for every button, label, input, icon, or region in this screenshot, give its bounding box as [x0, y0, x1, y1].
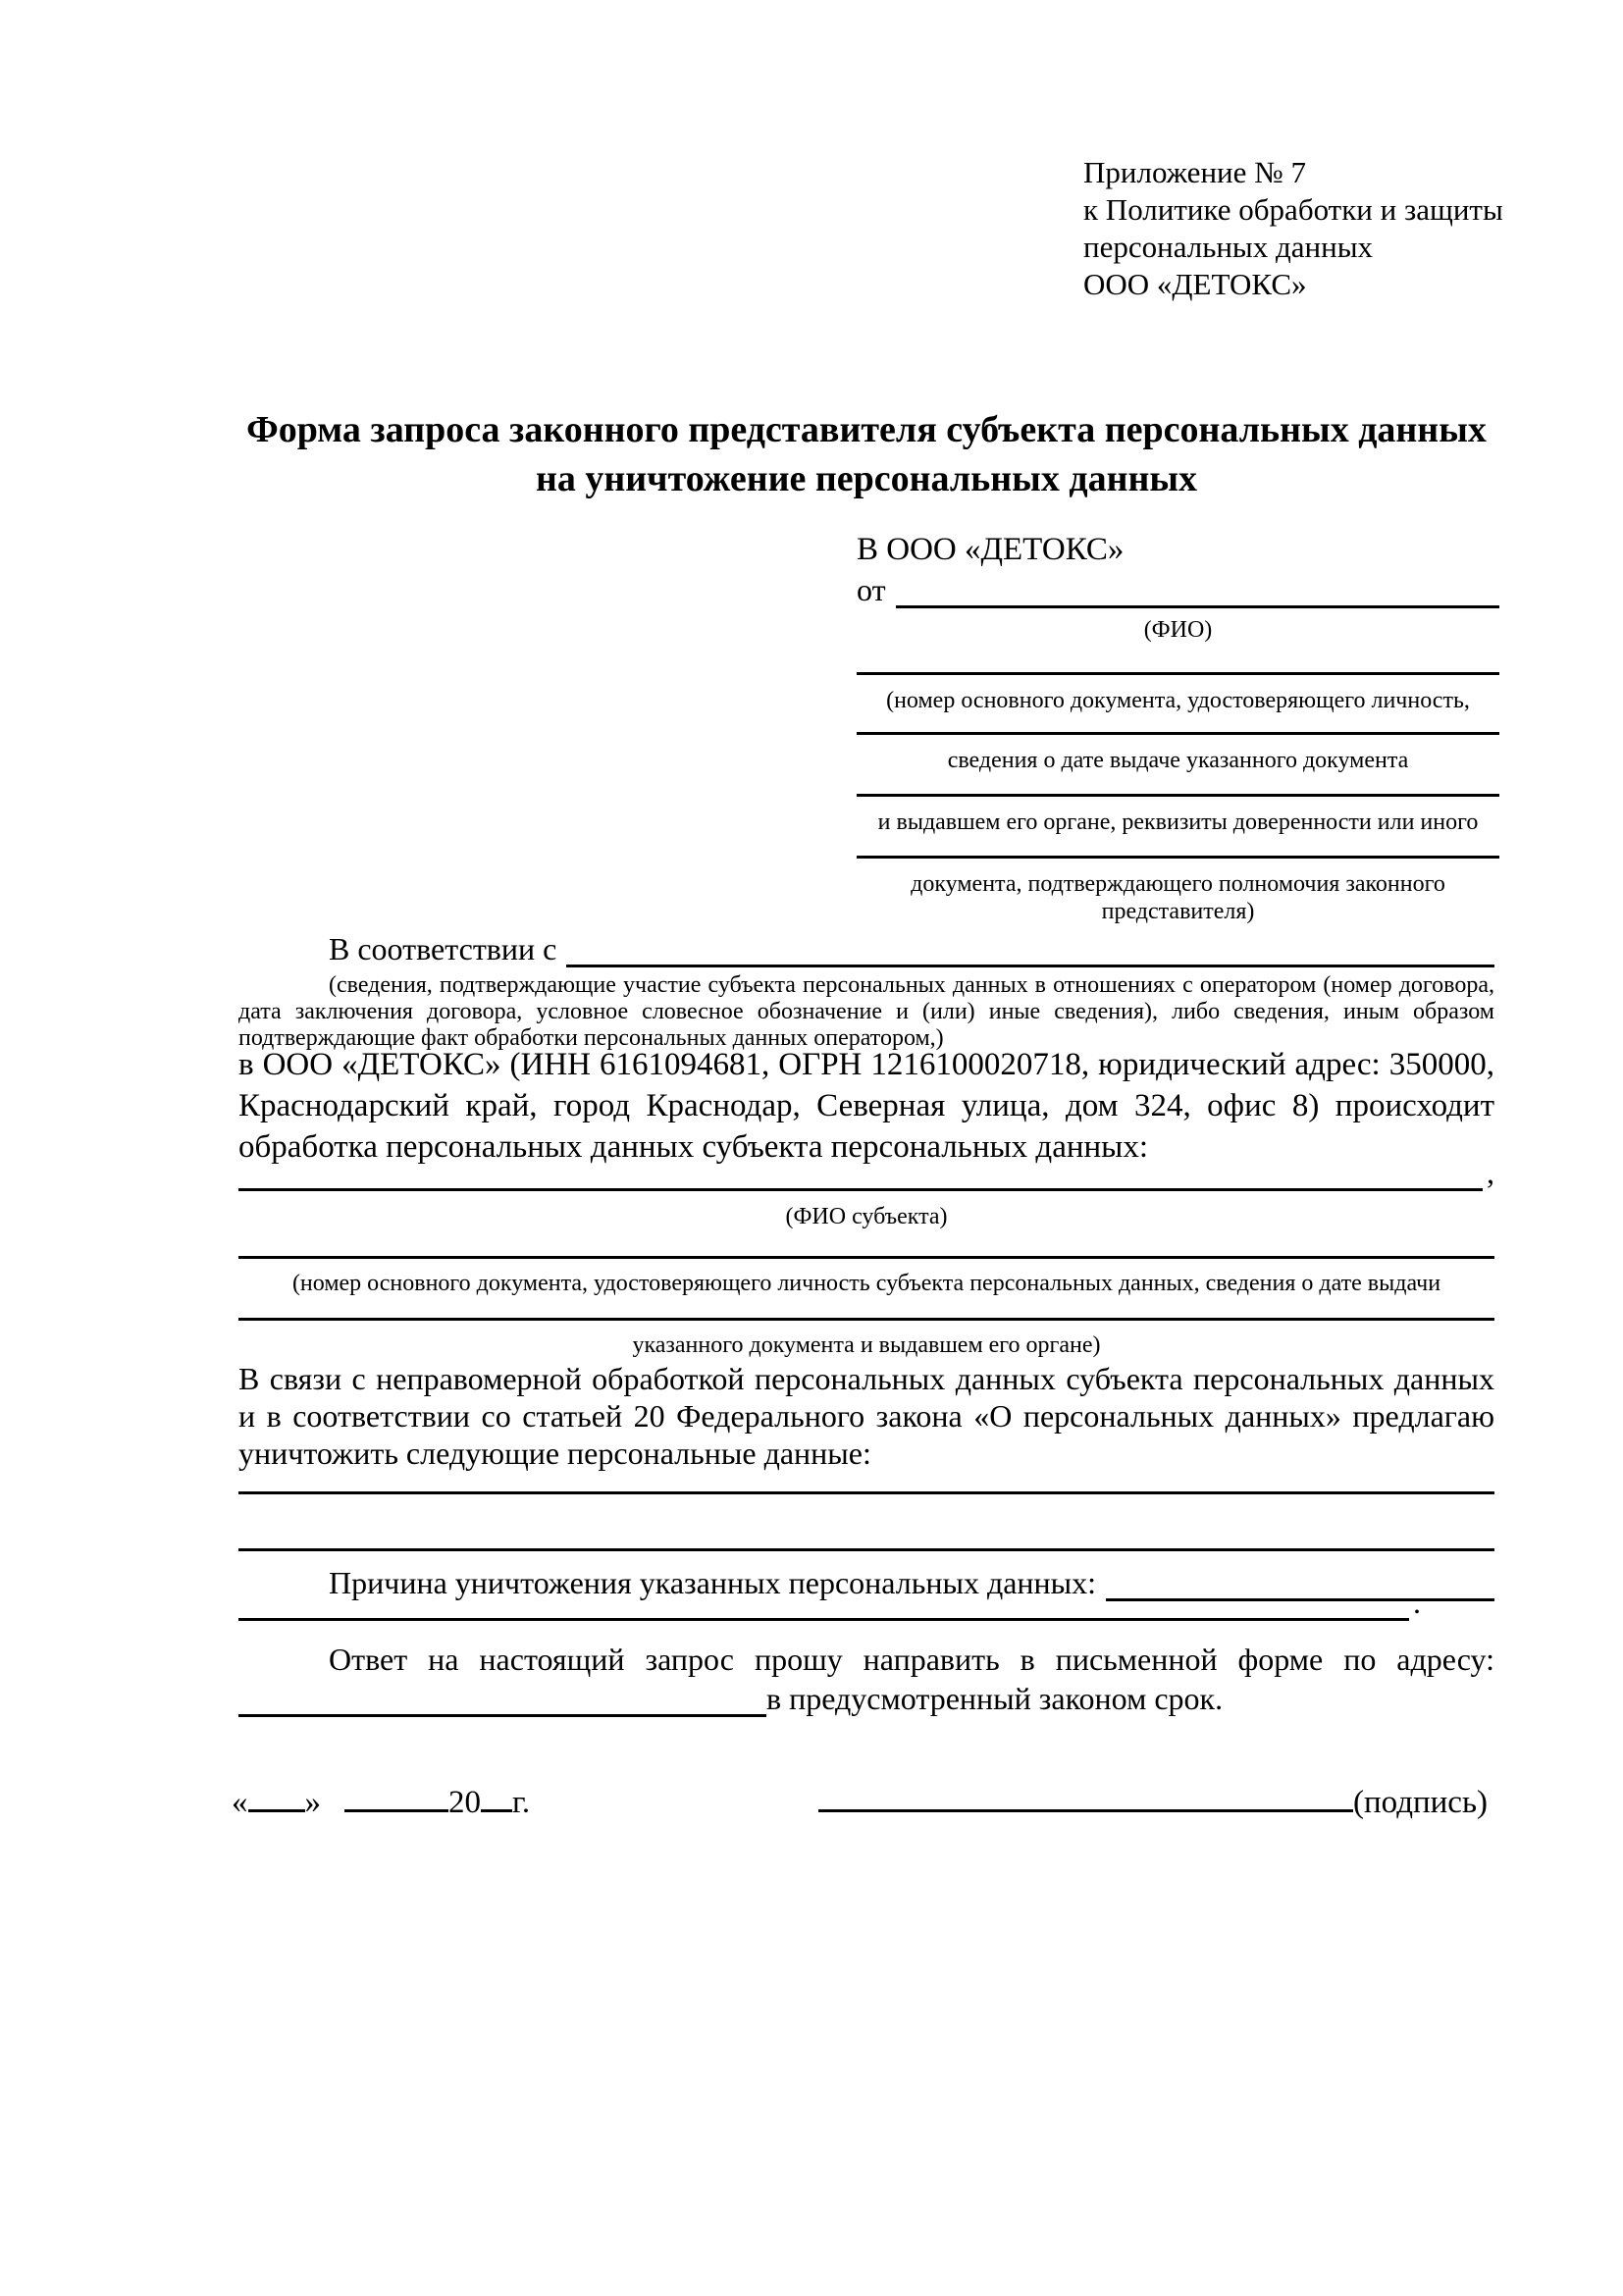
fill-in-line	[857, 672, 1499, 675]
reason-line-period: .	[1413, 1585, 1421, 1620]
form-title-line-1: Форма запроса законного представителя субъекта персональных данных	[246, 409, 1487, 450]
doc-caption: (номер основного документа, удостоверяющего личность,	[886, 688, 1470, 713]
reason-label: Причина уничтожения указанных персональных данных:	[329, 1565, 1097, 1600]
fill-in-line	[238, 1548, 1494, 1551]
reason-continuation-row	[238, 1584, 1421, 1621]
date-year-suffix: г.	[512, 1785, 531, 1820]
date-close-quote: »	[304, 1785, 321, 1820]
date-month-blank	[344, 1805, 448, 1812]
reply-address-fill-in-line	[238, 1706, 766, 1717]
fill-in-line	[857, 794, 1499, 797]
form-title-line-2: на уничтожение персональных данных	[535, 458, 1198, 499]
subject-fio-row	[238, 1154, 1494, 1191]
reply-address-row	[238, 1680, 1494, 1717]
from-label: от	[857, 572, 886, 607]
fill-in-line	[857, 732, 1499, 735]
footer-row	[232, 1782, 1488, 1823]
subject-doc-caption-2: указанного документа и выдавшем его органе)	[632, 1332, 1101, 1358]
accordance-fill-in-line	[566, 957, 1494, 967]
fio-caption: (ФИО)	[1143, 617, 1213, 643]
addressee-organization: В ООО «ДЕТОКС»	[857, 532, 1125, 567]
fill-in-line	[238, 1491, 1494, 1494]
addressee-block	[857, 532, 1499, 924]
appendix-line: Приложение № 7	[1083, 155, 1306, 189]
doc-caption: сведения о дате выдаче указанного документа	[947, 748, 1409, 773]
date-day-blank	[248, 1805, 305, 1812]
signature-line	[818, 1805, 1353, 1812]
operator-paragraph: в ООО «ДЕТОКС» (ИНН 6161094681, ОГРН 1216100020718, юридический адрес: 350000, Краснодарский край, город Краснодар, Северная улица, дом 324, офис 8) происходит обработка персональных данных субъекта персональных данных:	[238, 1047, 1494, 1165]
from-row	[857, 571, 1499, 608]
appendix-line: к Политике обработки и защиты	[1083, 192, 1503, 227]
accordance-label: В соответствии с	[329, 931, 557, 966]
demand-paragraph: В связи с неправомерной обработкой персональных данных субъекта персональных данных и в соответствии со статьей 20 Федерального закона «О персональных данных» предлагаю уничтожить следующие персональные данные:	[238, 1361, 1494, 1471]
form-title	[238, 405, 1494, 503]
date-century: 20	[448, 1785, 481, 1820]
signature-block	[818, 1782, 1488, 1823]
appendix-line: ООО «ДЕТОКС»	[1083, 267, 1307, 301]
fill-in-line	[238, 1318, 1494, 1321]
from-fill-in-line	[896, 598, 1499, 608]
subject-fio-caption: (ФИО субъекта)	[785, 1204, 948, 1229]
appendix-line: персональных данных	[1083, 230, 1374, 264]
accordance-note: (сведения, подтверждающие участие субъекта персональных данных в отношениях с оператором (номер договора, дата заключения договора, условное словесное обозначение и (или) иные сведения), либо сведения, иным образом подтверждающие факт обработки персональных данных оператором,)	[238, 972, 1494, 1051]
accordance-row	[238, 930, 1494, 967]
date-block	[232, 1782, 530, 1823]
fill-in-line	[857, 856, 1499, 859]
subject-line-comma: ,	[1487, 1155, 1494, 1190]
reply-tail: в предусмотренный законом срок.	[766, 1681, 1224, 1716]
signature-caption: (подпись)	[1353, 1785, 1488, 1820]
doc-caption: и выдавшем его органе, реквизиты доверенности или иного	[877, 809, 1479, 835]
appendix-block	[1083, 154, 1503, 303]
date-open-quote: «	[232, 1785, 248, 1820]
fill-in-line	[238, 1256, 1494, 1259]
reason-continuation-line	[238, 1610, 1409, 1621]
date-year-blank	[481, 1805, 512, 1812]
doc-caption: документа, подтверждающего полномочия законного представителя)	[911, 871, 1445, 924]
reply-paragraph: Ответ на настоящий запрос прошу направить в письменной форме по адресу:	[329, 1642, 1494, 1677]
subject-fio-fill-in-line	[238, 1180, 1483, 1191]
subject-doc-caption-1: (номер основного документа, удостоверяющего личность субъекта персональных данных, сведения о дате выдачи	[291, 1271, 1441, 1296]
